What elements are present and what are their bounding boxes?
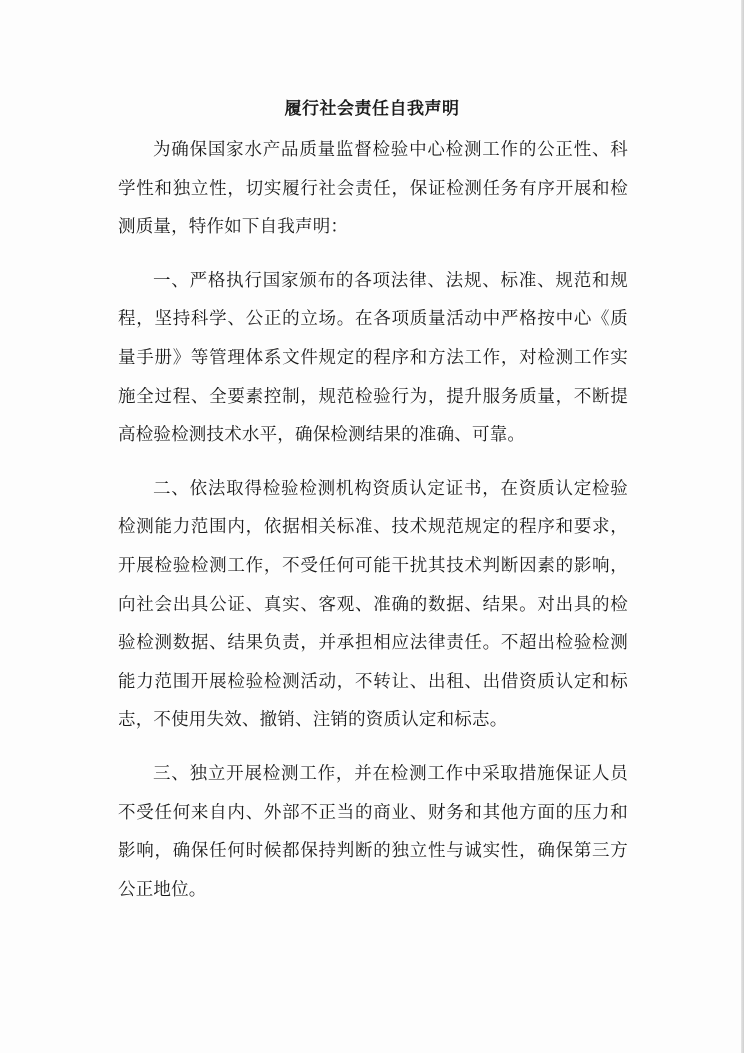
document-title: 履行社会责任自我声明	[284, 99, 460, 119]
paragraph-intro: 为确保国家水产品质量监督检验中心检测工作的公正性、科学性和独立性，切实履行社会责任，保证检测任务有序开展和检测质量，特作如下自我声明：	[118, 140, 628, 238]
paragraph-clause-3: 三、独立开展检测工作，并在检测工作中采取措施保证人员不受任何来自内、外部不正当的商业、财务和其他方面的压力和影响，确保任何时候都保持判断的独立性与诚实性，确保第三方公正地位。	[118, 763, 628, 900]
paragraph-clause-2: 二、依法取得检验检测机构资质认定证书，在资质认定检验检测能力范围内，依据相关标准、技术规范规定的程序和要求，开展检验检测工作，不受任何可能干扰其技术判断因素的影响，向社会出具公证、真实、客观、准确的数据、结果。对出具的检验检测数据、结果负责，并承担相应法律责任。不超出检验检测能力范围开展检验检测活动，不转让、出租、出借资质认定和标志，不使用失效、撤销、注销的资质认定和标志。	[118, 478, 628, 731]
document-body	[118, 131, 628, 924]
paragraph-clause-1: 一、严格执行国家颁布的各项法律、法规、标准、规范和规程，坚持科学、公正的立场。在各项质量活动中严格按中心《质量手册》等管理体系文件规定的程序和方法工作，对检测工作实施全过程、全要素控制，规范检验行为，提升服务质量，不断提高检验检测技术水平，确保检测结果的准确、可靠。	[118, 270, 628, 446]
